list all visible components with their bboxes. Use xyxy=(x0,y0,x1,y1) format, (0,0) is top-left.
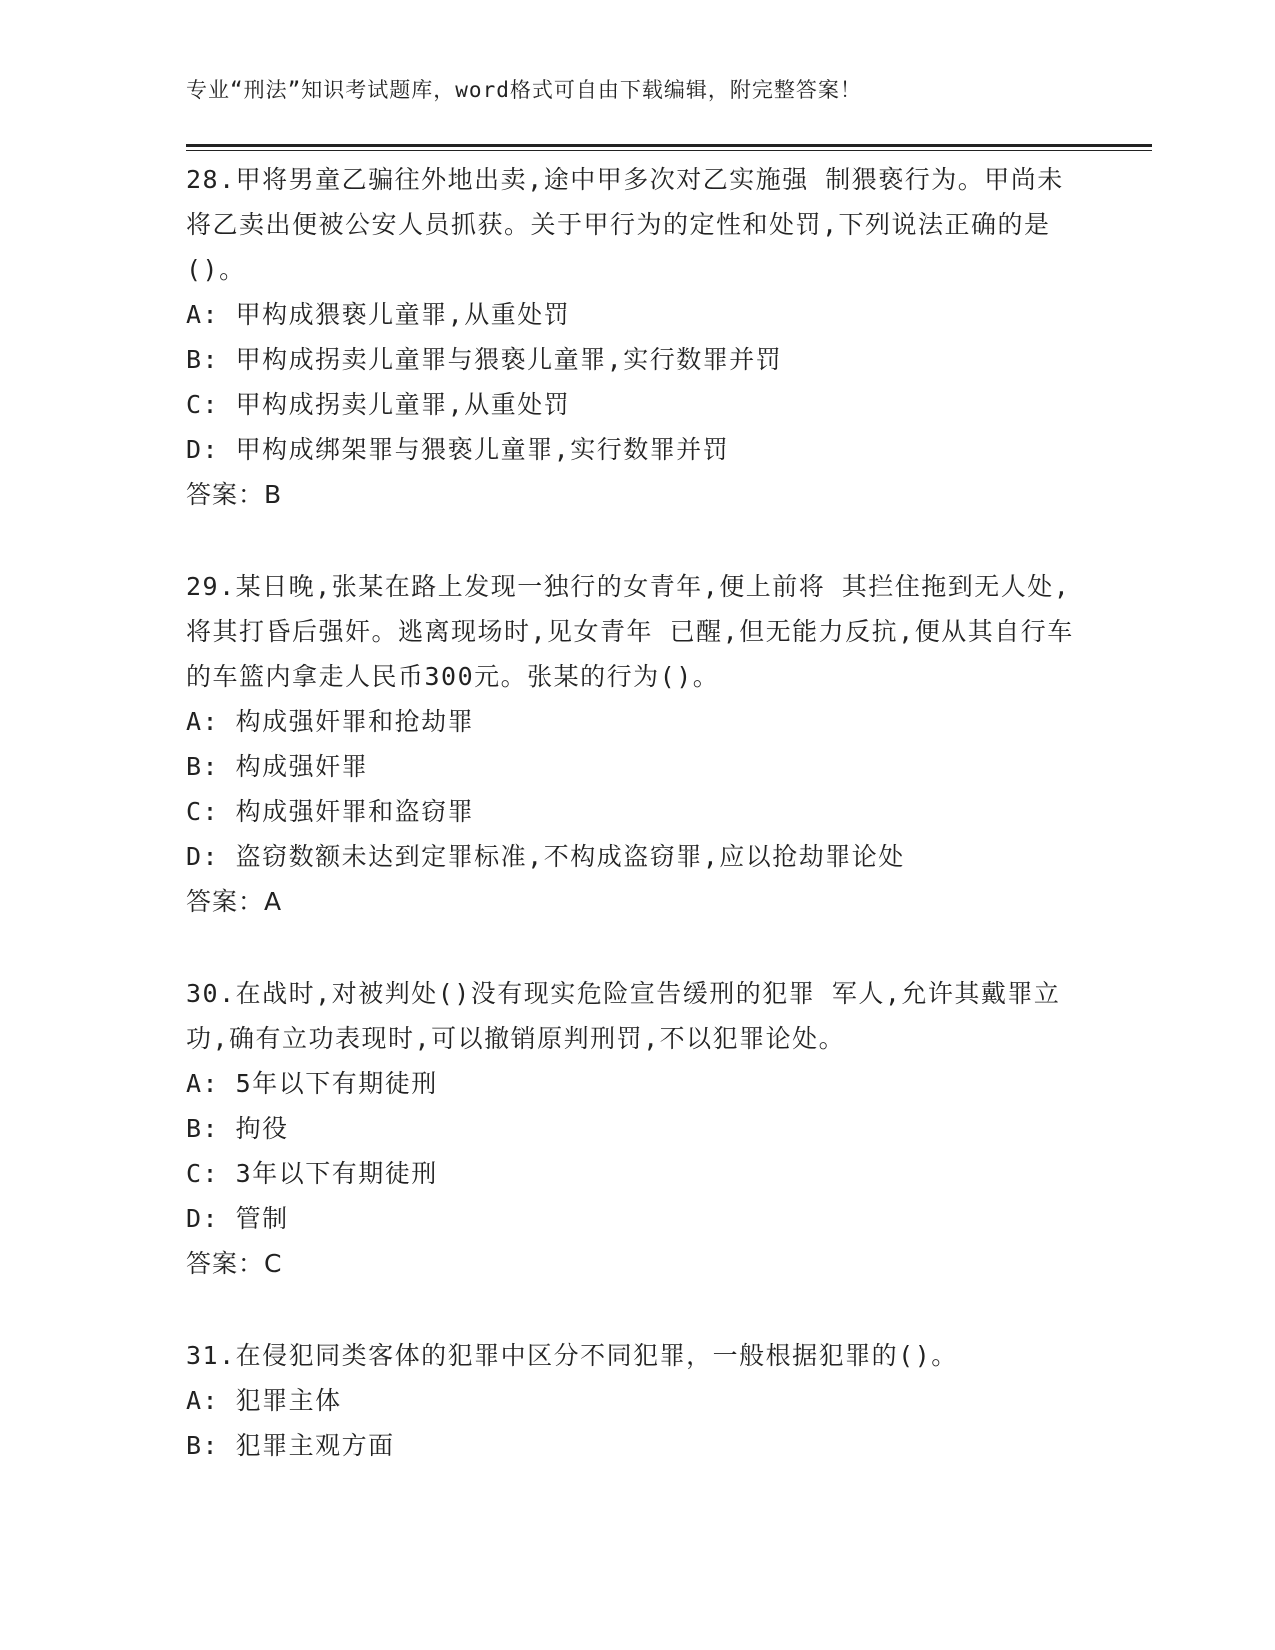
option-c: C: 甲构成拐卖儿童罪,从重处罚 xyxy=(186,390,571,419)
option-b: B: 甲构成拐卖儿童罪与猥亵儿童罪,实行数罪并罚 xyxy=(186,345,783,374)
page-header: 专业“刑法”知识考试题库，word格式可自由下载编辑，附完整答案！ xyxy=(186,78,862,102)
question-31 xyxy=(186,1333,1086,1468)
question-stem: 31.在侵犯同类客体的犯罪中区分不同犯罪，一般根据犯罪的()。 xyxy=(186,1341,958,1370)
header-rule-thick xyxy=(186,144,1152,147)
header-rule-thin xyxy=(186,150,1152,151)
option-c: C: 构成强奸罪和盗窃罪 xyxy=(186,797,475,826)
question-stem: 29.某日晚,张某在路上发现一独行的女青年,便上前将 其拦住拖到无人处,将其打昏后强奸。逃离现场时,见女青年 已醒,但无能力反抗,便从其自行车的车篮内拿走人民币300元。张某的行为()。 xyxy=(186,572,1074,691)
option-c: C: 3年以下有期徒刑 xyxy=(186,1159,438,1188)
question-spacer xyxy=(186,1286,1086,1333)
answer-text: 答案：A xyxy=(186,887,283,916)
option-b: B: 拘役 xyxy=(186,1114,289,1143)
answer-text: 答案：B xyxy=(186,480,283,509)
answer-text: 答案：C xyxy=(186,1249,283,1278)
option-a: A: 甲构成猥亵儿童罪,从重处罚 xyxy=(186,300,571,329)
question-stem: 28.甲将男童乙骗往外地出卖,途中甲多次对乙实施强 制猥亵行为。甲尚未将乙卖出便被公安人员抓获。关于甲行为的定性和处罚,下列说法正确的是()。 xyxy=(186,165,1064,284)
question-list xyxy=(186,157,1086,1468)
option-d: D: 管制 xyxy=(186,1204,289,1233)
option-a: A: 犯罪主体 xyxy=(186,1386,342,1415)
option-b: B: 构成强奸罪 xyxy=(186,752,369,781)
question-30 xyxy=(186,971,1086,1286)
option-d: D: 盗窃数额未达到定罪标准,不构成盗窃罪,应以抢劫罪论处 xyxy=(186,842,905,871)
question-spacer xyxy=(186,924,1086,971)
question-29 xyxy=(186,564,1086,924)
option-a: A: 构成强奸罪和抢劫罪 xyxy=(186,707,475,736)
question-stem: 30.在战时,对被判处()没有现实危险宣告缓刑的犯罪 军人,允许其戴罪立功,确有立功表现时,可以撤销原判刑罚,不以犯罪论处。 xyxy=(186,979,1061,1053)
option-b: B: 犯罪主观方面 xyxy=(186,1431,395,1460)
option-d: D: 甲构成绑架罪与猥亵儿童罪,实行数罪并罚 xyxy=(186,435,730,464)
option-a: A: 5年以下有期徒刑 xyxy=(186,1069,438,1098)
question-spacer xyxy=(186,517,1086,564)
question-28 xyxy=(186,157,1086,517)
